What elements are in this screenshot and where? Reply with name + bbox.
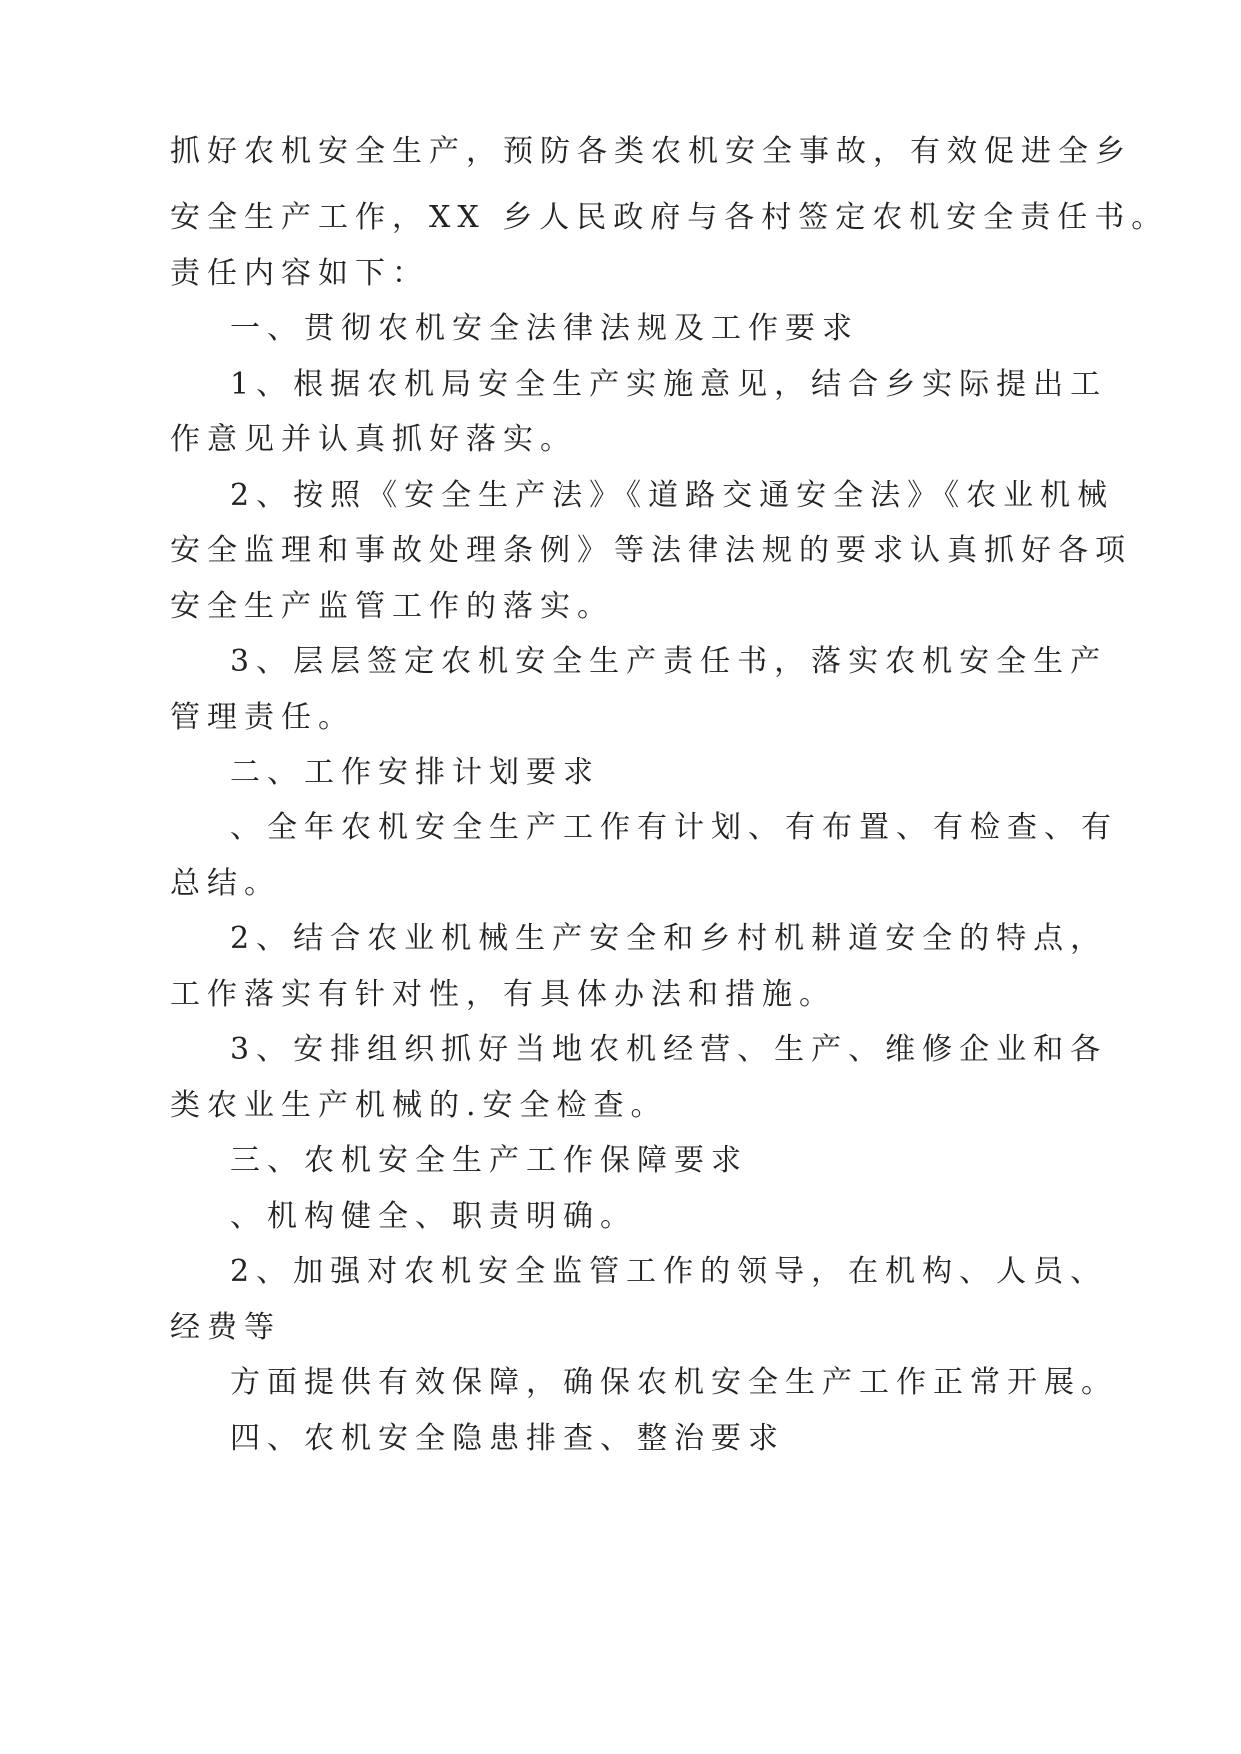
section-heading: 一、贯彻农机安全法律法规及工作要求 <box>230 311 859 346</box>
text-line: 类农业生产机械的.安全检查。 <box>170 1088 668 1123</box>
text-line: 责任内容如下： <box>170 256 429 291</box>
text-line: 作意见并认真抓好落实。 <box>170 422 577 457</box>
text-line: 总结。 <box>170 866 281 901</box>
text-line: 1、根据农机局安全生产实施意见，结合乡实际提出工 <box>230 367 1108 402</box>
section-heading: 四、农机安全隐患排查、整治要求 <box>230 1421 785 1456</box>
section-heading: 二、工作安排计划要求 <box>230 755 600 790</box>
text-line: 抓好农机安全生产，预防各类农机安全事故，有效促进全乡 <box>170 134 1132 169</box>
text-line: 经费等 <box>170 1310 281 1345</box>
text-line: 3、安排组织抓好当地农机经营、生产、维修企业和各 <box>230 1032 1108 1067</box>
text-line: 2、按照《安全生产法》《道路交通安全法》《农业机械 <box>230 478 1115 513</box>
section-heading: 三、农机安全生产工作保障要求 <box>230 1143 748 1178</box>
text-line: 2、加强对农机安全监管工作的领导，在机构、人员、 <box>230 1254 1108 1289</box>
text-line: 、机构健全、职责明确。 <box>230 1199 637 1234</box>
text-line: 管理责任。 <box>170 700 355 735</box>
text-line: 3、层层签定农机安全生产责任书，落实农机安全生产 <box>230 644 1108 679</box>
text-line: 2、结合农业机械生产安全和乡村机耕道安全的特点， <box>230 921 1108 956</box>
text-line: 安全生产监管工作的落实。 <box>170 589 614 624</box>
text-line: 、全年农机安全生产工作有计划、有布置、有检查、有 <box>230 810 1118 845</box>
text-line: 方面提供有效保障，确保农机安全生产工作正常开展。 <box>230 1365 1118 1400</box>
text-line: 工作落实有针对性，有具体办法和措施。 <box>170 977 836 1012</box>
text-line: 安全监理和事故处理条例》等法律法规的要求认真抓好各项 <box>170 533 1132 568</box>
text-line: 安全生产工作，XX 乡人民政府与各村签定农机安全责任书。 <box>170 200 1169 235</box>
